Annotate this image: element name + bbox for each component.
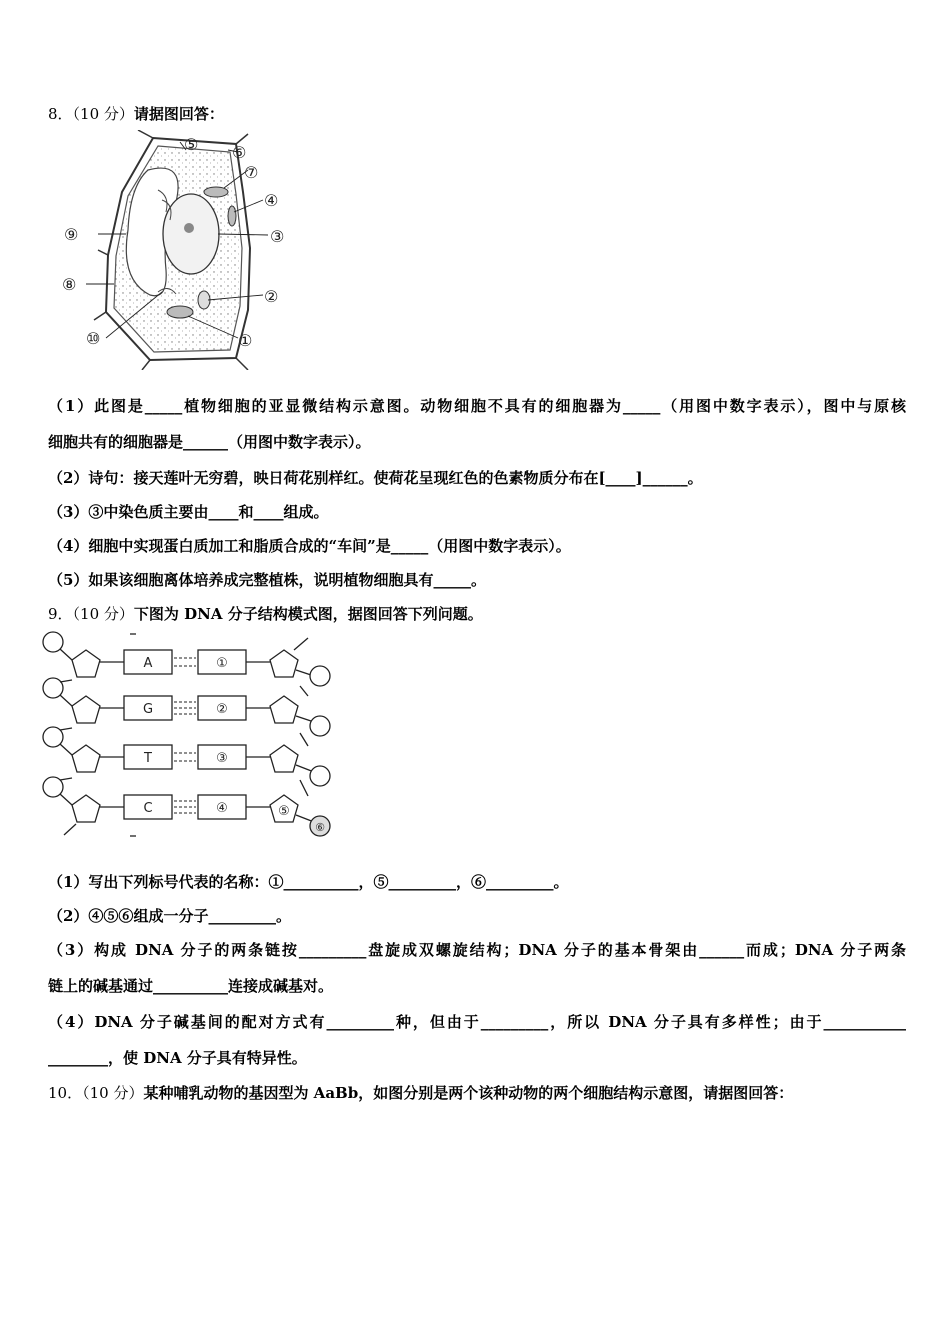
q9-heading (48, 603, 483, 624)
q10-number: 10． (48, 1084, 83, 1102)
right-base-3: ④ (216, 801, 228, 816)
q10-prompt: 某种哺乳动物的基因型为 AaBb，如图分别是两个该种动物的两个细胞结构示意图，请据图回答： (143, 1084, 794, 1102)
q9-prompt: 下图为 DNA 分子结构模式图，据图回答下列问题。 (133, 605, 483, 623)
q8-line-4: （3）③中染色质主要由____和____组成。 (48, 503, 329, 521)
q8-heading (48, 103, 224, 124)
right-base-0: ① (216, 656, 228, 671)
fig-label-6: ⑥ (315, 821, 325, 834)
q8-line-1: （1）此图是_____植物细胞的亚显微结构示意图。动物细胞不具有的细胞器为_____（用图中数字表示），图中与原核 (48, 397, 906, 415)
fig-label-5: ⑤ (278, 804, 290, 819)
q9-line-6: ________，使 DNA 分子具有特异性。 (48, 1049, 307, 1067)
q10-heading (48, 1082, 793, 1103)
q8-line-6: （5）如果该细胞离体培养成完整植株，说明植物细胞具有_____。 (48, 571, 486, 589)
left-base-2: T (144, 751, 152, 766)
chloroplast (204, 187, 228, 197)
q10-score: （10 分） (82, 1084, 144, 1102)
q8-line-5: （4）细胞中实现蛋白质加工和脂质合成的“车间”是_____（用图中数字表示）。 (48, 537, 571, 555)
dna-structure-diagram (38, 630, 338, 845)
fig-label-4: ④ (264, 191, 279, 210)
left-base-0: A (143, 656, 153, 671)
q8-number: 8． (48, 105, 73, 123)
fig-label-10: ⑩ (86, 329, 101, 348)
q9-number: 9． (48, 605, 73, 623)
fig-label-6: ⑥ (232, 143, 247, 162)
left-base-1: G (142, 702, 154, 717)
q8-score: （10 分） (72, 105, 134, 123)
fig-label-7: ⑦ (244, 163, 259, 182)
q8-line-3: （2）诗句：接天莲叶无穷碧，映日荷花别样红。使荷花呈现红色的色素物质分布在[____]______。 (48, 469, 703, 487)
q9-line-3: （3）构成 DNA 分子的两条链按_________盘旋成双螺旋结构；DNA 分子的基本骨架由______而成；DNA 分子两条 (48, 941, 906, 959)
fig-label-2: ② (264, 287, 279, 306)
q8-line-2: 细胞共有的细胞器是______（用图中数字表示）。 (48, 433, 371, 451)
q8-prompt: 请据图回答： (133, 105, 224, 123)
q9-line-2: （2）④⑤⑥组成一分子_________。 (48, 907, 291, 925)
fig-label-3: ③ (270, 227, 285, 246)
nucleus (163, 194, 219, 274)
q9-line-1: （1）写出下列标号代表的名称：①__________，⑤_________，⑥_________。 (48, 873, 569, 891)
right-base-2: ③ (216, 751, 228, 766)
fig-label-9: ⑨ (64, 225, 79, 244)
fig-label-1: ① (238, 331, 253, 350)
plant-cell-diagram (58, 130, 303, 370)
left-base-3: C (143, 801, 153, 816)
nucleolus (184, 223, 194, 233)
q9-line-5: （4）DNA 分子碱基间的配对方式有_________种，但由于_________，所以 DNA 分子具有多样性；由于___________ (48, 1013, 906, 1031)
fig-label-5: ⑤ (184, 135, 199, 154)
q9-line-4: 链上的碱基通过__________连接成碱基对。 (48, 977, 334, 995)
right-base-1: ② (216, 702, 228, 717)
q9-score: （10 分） (72, 605, 134, 623)
fig-label-8: ⑧ (62, 275, 77, 294)
